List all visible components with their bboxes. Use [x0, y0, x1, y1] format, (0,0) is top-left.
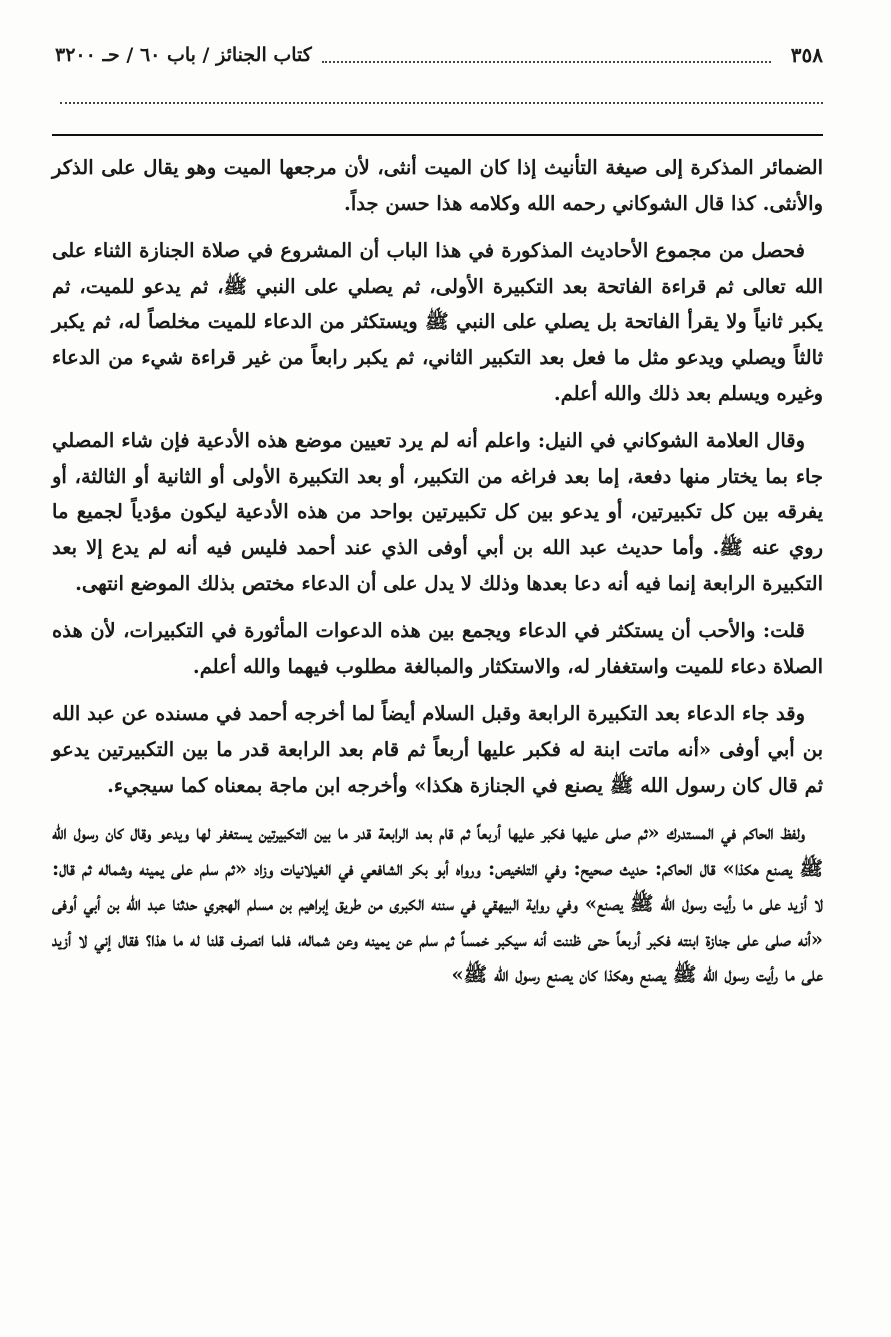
running-header — [55, 38, 823, 72]
paragraph: ولفظ الحاكم في المستدرك «ثم صلى عليها فكبر عليها أربعاً ثم قام بعد الرابعة قدر ما بين التكبيرتين يستغفر لها ويدعو وقال كان رسول الله ﷺ يصنع هكذا» قال الحاكم: حديث صحيح: وفي التلخيص: ورواه أبو بكر الشافعي في الغيلانيات وزاد «ثم سلم على يمينه وشماله ثم قال: لا أزيد على ما رأيت رسول الله ﷺ يصنع» وفي رواية البيهقي في سننه الكبرى من طريق إبراهيم بن مسلم الهجري حدثنا عبد الله بن أبي أوفى «أنه صلى على جنازة ابنته فكبر أربعاً حتى ظننت أنه سيكبر خمساً ثم سلم عن يمينه وعن شماله، فلما انصرف قلنا له ما هذا؟ فقال إني لا أزيد على ما رأيت رسول الله ﷺ يصنع وهكذا كان يصنع رسول الله ﷺ» — [52, 821, 823, 987]
paragraph: وقد جاء الدعاء بعد التكبيرة الرابعة وقبل السلام أيضاً لما أخرجه أحمد في مسنده عن عبد الله بن أبي أوفى «أنه ماتت ابنة له فكبر عليها أربعاً ثم قام بعد الرابعة قدر ما بين التكبيرتين يدعو ثم قال كان رسول الله ﷺ يصنع في الجنازة هكذا» وأخرجه ابن ماجة بمعناه كما سيجيء. — [52, 702, 823, 797]
header-rule — [52, 134, 823, 136]
paragraph: وقال العلامة الشوكاني في النيل: واعلم أنه لم يرد تعيين موضع هذه الأدعية فإن شاء المصلي جاء بما يختار منها دفعة، إما بعد فراغه من التكبير، أو بعد التكبيرة الأولى أو الثانية أو الثالثة، أو يفرقه بين كل تكبيرتين، أو يدعو بين كل تكبيرتين بواحد من هذه الأدعية ليكون مؤدياً لجميع ما روي عنه ﷺ. وأما حديث عبد الله بن أبي أوفى الذي عند أحمد فليس فيه أنه لم يدع إلا بعد التكبيرة الرابعة إنما فيه أنه دعا بعدها وذلك لا يدل على أن الدعاء مختص بذلك الموضع انتهى. — [52, 429, 823, 595]
running-title: كتاب الجنائز / باب ٦٠ / حـ ٣٢٠٠ — [55, 44, 312, 66]
paragraph: فحصل من مجموع الأحاديث المذكورة في هذا الباب أن المشروع في صلاة الجنازة الثناء على الله تعالى ثم قراءة الفاتحة بعد التكبيرة الأولى، ثم يصلي على النبي ﷺ، ثم يدعو للميت، ثم يكبر ثانياً ولا يقرأ الفاتحة بل يصلي على النبي ﷺ ويستكثر من الدعاء للميت مخلصاً له، ثم يكبر ثالثاً ويصلي ويدعو مثل ما فعل بعد التكبير الثاني، ثم يكبر رابعاً من غير قراءة شيء من الدعاء وغيره ويسلم بعد ذلك والله أعلم. — [52, 239, 823, 405]
paragraph: قلت: والأحب أن يستكثر في الدعاء ويجمع بين هذه الدعوات المأثورة في التكبيرات، لأن هذه الصلاة دعاء للميت واستغفار له، والاستكثار والمبالغة مطلوب فيهما والله أعلم. — [52, 619, 823, 678]
paragraph: الضمائر المذكرة إلى صيغة التأنيث إذا كان الميت أنثى، لأن مرجعها الميت وهو يقال على الذكر والأنثى. كذا قال الشوكاني رحمه الله وكلامه هذا حسن جداً. — [52, 156, 823, 215]
dotted-separator — [60, 92, 823, 104]
body-text — [52, 150, 823, 1005]
page-number: ٣٥٨ — [790, 43, 823, 67]
header-dot-leader — [322, 47, 771, 63]
